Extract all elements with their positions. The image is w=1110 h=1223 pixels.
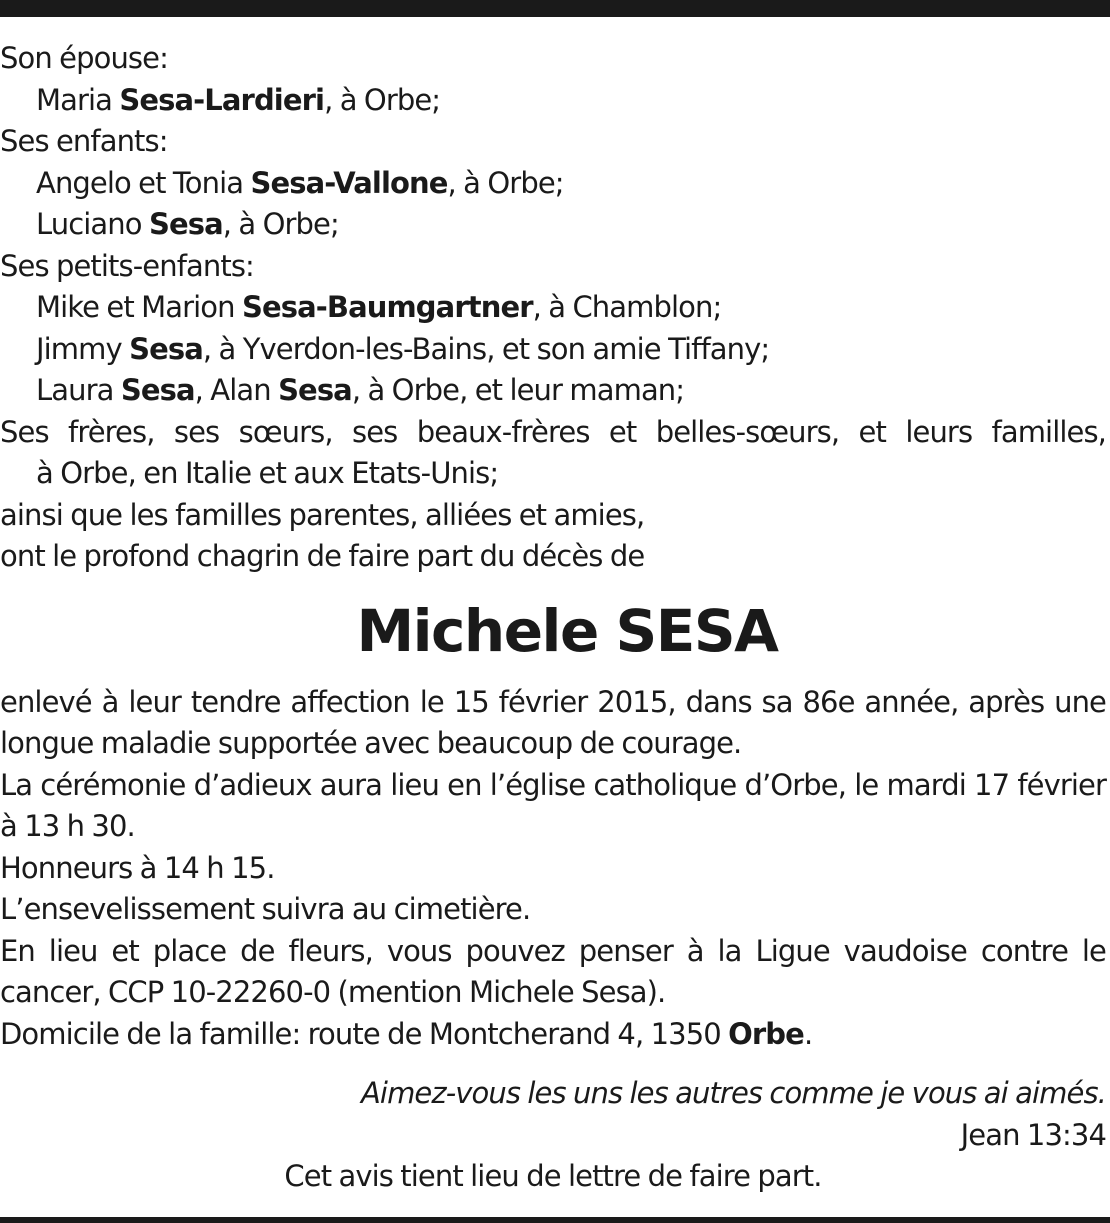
child-entry-1 (0, 163, 1106, 205)
spouse-entry (0, 80, 1106, 122)
spouse-surname: Sesa-Lardieri (119, 82, 325, 117)
gc3-first-name-b: , Alan (194, 373, 271, 407)
siblings-line-1: Ses frères, ses sœurs, ses beaux-frères et belles-sœurs, et leurs familles, (0, 414, 1106, 449)
grandchild-entry-2 (0, 329, 1106, 371)
bible-quote: Aimez-vous les uns les autres comme je vous ai aimés. (360, 1076, 1106, 1110)
honours-line: Honneurs à 14 h 15. (0, 850, 275, 885)
bottom-border-rule (0, 1217, 1110, 1223)
deceased-name: Michele SESA (356, 596, 778, 665)
gc1-place: , à Chamblon; (532, 290, 722, 324)
children-heading: Ses enfants: (0, 124, 168, 158)
donation-paragraph: En lieu et place de fleurs, vous pouvez penser à la Ligue vaudoise contre le cancer, CCP 10-22260-0 (mention Michele Sesa). (0, 933, 1106, 1009)
grandchild-entry-1 (0, 287, 1106, 329)
gc1-first-names: Mike et Marion (36, 290, 235, 324)
domicile-address: Domicile de la famille: route de Montcherand 4, 1350 (0, 1016, 721, 1051)
gc3-surname-b: Sesa (278, 373, 352, 407)
grandchildren-heading: Ses petits-enfants: (0, 248, 254, 283)
gc1-surname: Sesa-Baumgartner (241, 290, 533, 324)
child2-surname: Sesa (148, 207, 223, 241)
child-entry-2 (0, 204, 1106, 246)
child1-first-names: Angelo et Tonia (36, 165, 244, 200)
obituary-notice (0, 38, 1106, 1198)
spouse-first-name: Maria (36, 82, 113, 117)
death-paragraph: enlevé à leur tendre affection le 15 février 2015, dans sa 86e année, après une longue maladie supportée avec beaucoup de courage. (0, 684, 1106, 760)
spouse-heading: Son épouse: (0, 41, 168, 75)
child1-place: , à Orbe; (447, 165, 564, 200)
gc2-first-name: Jimmy (36, 331, 122, 366)
burial-line: L’ensevelissement suivra au cimetière. (0, 892, 531, 926)
ceremony-paragraph: La cérémonie d’adieux aura lieu en l’église catholique d’Orbe, le mardi 17 février à 13 h 30. (0, 767, 1106, 843)
top-border-rule (0, 0, 1110, 17)
gc3-place: , à Orbe, et leur maman; (351, 373, 685, 407)
relatives-line: ainsi que les familles parentes, alliées et amies, (0, 497, 645, 532)
domicile-end: . (803, 1016, 813, 1051)
spouse-place: , à Orbe; (324, 82, 441, 117)
domicile-city: Orbe (728, 1016, 804, 1051)
bible-reference: Jean 13:34 (960, 1117, 1106, 1152)
grandchild-entry-3 (0, 370, 1106, 412)
gc3-first-name-a: Laura (36, 373, 114, 407)
gc3-surname-a: Sesa (120, 373, 195, 407)
child1-surname: Sesa-Vallone (250, 165, 448, 200)
gc2-surname: Sesa (129, 331, 203, 366)
siblings-line-2: à Orbe, en Italie et aux Etats-Unis; (36, 456, 499, 490)
child2-first-name: Luciano (36, 207, 142, 241)
gc2-place: , à Yverdon-les-Bains, et son amie Tiffany; (202, 331, 770, 366)
child2-place: , à Orbe; (222, 207, 339, 241)
announcement-line: ont le profond chagrin de faire part du décès de (0, 539, 645, 573)
domicile-line (0, 1014, 1106, 1056)
footer-note: Cet avis tient lieu de lettre de faire part. (284, 1159, 822, 1193)
